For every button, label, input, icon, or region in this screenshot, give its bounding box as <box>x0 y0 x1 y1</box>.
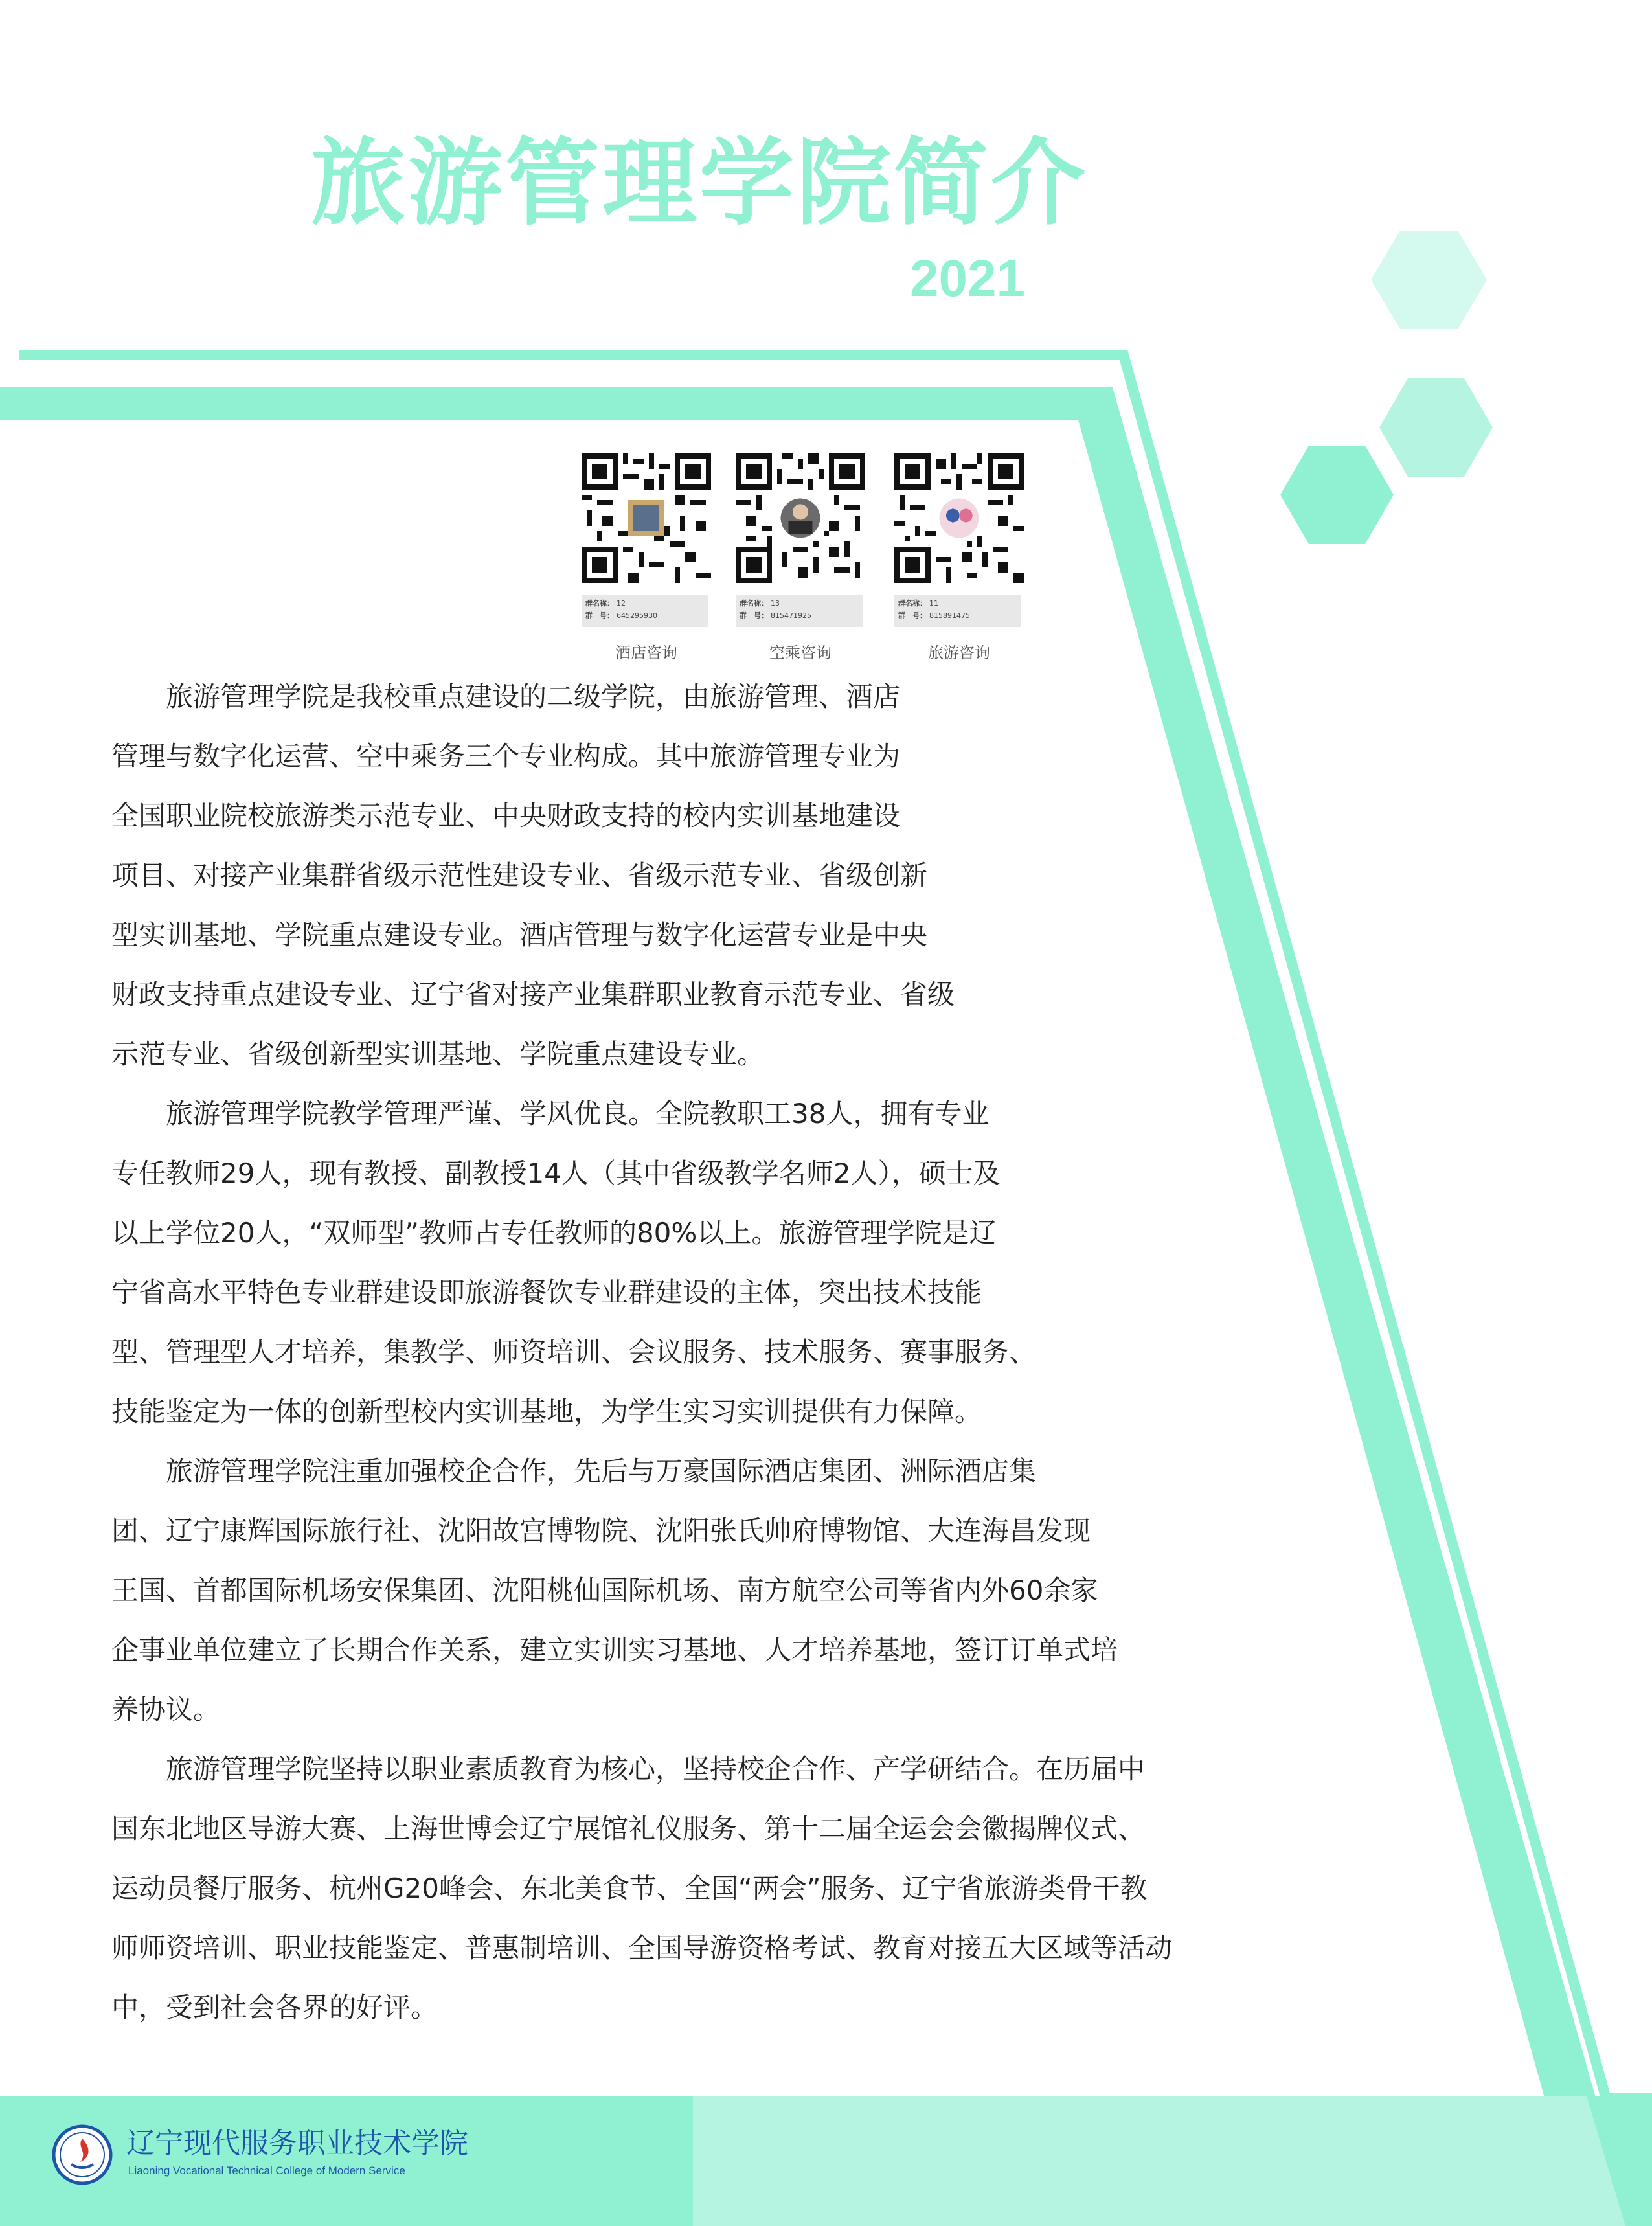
hexagon-top <box>1371 231 1487 329</box>
text-line: 国东北地区导游大赛、上海世博会辽宁展馆礼仪服务、第十二届全运会会徽揭牌仪式、 <box>111 1813 1146 1845</box>
qr-code-image <box>736 453 865 583</box>
text-line: 宁省高水平特色专业群建设即旅游餐饮专业群建设的主体，突出技术技能 <box>111 1277 982 1308</box>
intro-body <box>111 667 1432 2038</box>
qr-caption: 群名称： 13 群 号： 815471925 <box>736 595 863 627</box>
qr-label-tourism: 旅游咨询 <box>928 644 990 662</box>
text-line: 专任教师29人，现有教授、副教授14人（其中省级教学名师2人），硕士及 <box>111 1157 1001 1189</box>
hexagon-bottom <box>1280 446 1394 544</box>
text-line: 团、辽宁康辉国际旅行社、沈阳故宫博物院、沈阳张氏帅府博物馆、大连海昌发现 <box>111 1515 1091 1547</box>
qr-code-image <box>894 453 1024 583</box>
footer-band <box>0 2096 1652 2226</box>
paragraph-4 <box>111 1740 1432 2038</box>
paragraph-2 <box>111 1084 1432 1442</box>
text-line: 财政支持重点建设专业、辽宁省对接产业集群职业教育示范专业、省级 <box>111 979 955 1010</box>
qr-caption: 群名称： 11 群 号： 815891475 <box>894 595 1021 627</box>
text-line: 旅游管理学院注重加强校企合作，先后与万豪国际酒店集团、洲际酒店集 <box>111 1455 1037 1487</box>
text-line: 师师资培训、职业技能鉴定、普惠制培训、全国导游资格考试、教育对接五大区域等活动 <box>111 1932 1173 1964</box>
paragraph-1 <box>111 667 1432 1084</box>
text-line: 以上学位20人，“双师型”教师占专任教师的80%以上。旅游管理学院是辽 <box>111 1217 997 1249</box>
text-line: 技能鉴定为一体的创新型校内实训基地，为学生实习实训提供有力保障。 <box>111 1396 982 1427</box>
school-name-cn: 辽宁现代服务职业技术学院 <box>126 2127 468 2160</box>
text-line: 中，受到社会各界的好评。 <box>111 1992 438 2023</box>
qr-label-hotel: 酒店咨询 <box>615 644 677 662</box>
hexagon-middle <box>1379 378 1493 477</box>
text-line: 旅游管理学院是我校重点建设的二级学院，由旅游管理、酒店 <box>111 681 901 712</box>
text-line: 旅游管理学院教学管理严谨、学风优良。全院教职工38人，拥有专业 <box>111 1098 990 1130</box>
text-line: 运动员餐厅服务、杭州G20峰会、东北美食节、全国“两会”服务、辽宁省旅游类骨干教 <box>111 1872 1148 1904</box>
school-name-en: Liaoning Vocational Technical College of Modern Service <box>128 2164 405 2177</box>
text-line: 项目、对接产业集群省级示范性建设专业、省级示范专业、省级创新 <box>111 859 928 891</box>
qr-code-image <box>582 453 711 583</box>
text-line: 示范专业、省级创新型实训基地、学院重点建设专业。 <box>111 1038 765 1070</box>
page-title: 旅游管理学院简介 <box>311 128 1088 238</box>
text-line: 型实训基地、学院重点建设专业。酒店管理与数字化运营专业是中央 <box>111 919 928 951</box>
text-line: 管理与数字化运营、空中乘务三个专业构成。其中旅游管理专业为 <box>111 740 901 772</box>
qr-code-hotel[interactable] <box>582 453 711 627</box>
text-line: 全国职业院校旅游类示范专业、中央财政支持的校内实训基地建设 <box>111 800 901 832</box>
school-logo-icon <box>52 2124 113 2185</box>
qr-code-tourism[interactable] <box>894 453 1024 627</box>
text-line: 王国、首都国际机场安保集团、沈阳桃仙国际机场、南方航空公司等省内外60余家 <box>111 1574 1098 1606</box>
qr-label-cabin: 空乘咨询 <box>769 644 832 662</box>
paragraph-3 <box>111 1442 1432 1740</box>
text-line: 养协议。 <box>111 1694 221 1725</box>
text-line: 型、管理型人才培养，集教学、师资培训、会议服务、技术服务、赛事服务、 <box>111 1336 1037 1368</box>
text-line: 旅游管理学院坚持以职业素质教育为核心，坚持校企合作、产学研结合。在历届中 <box>111 1753 1146 1785</box>
text-line: 企事业单位建立了长期合作关系，建立实训实习基地、人才培养基地，签订订单式培 <box>111 1634 1118 1666</box>
page-year: 2021 <box>910 249 1025 307</box>
qr-code-cabin[interactable] <box>736 453 865 627</box>
qr-caption: 群名称： 12 群 号： 645295930 <box>582 595 708 627</box>
